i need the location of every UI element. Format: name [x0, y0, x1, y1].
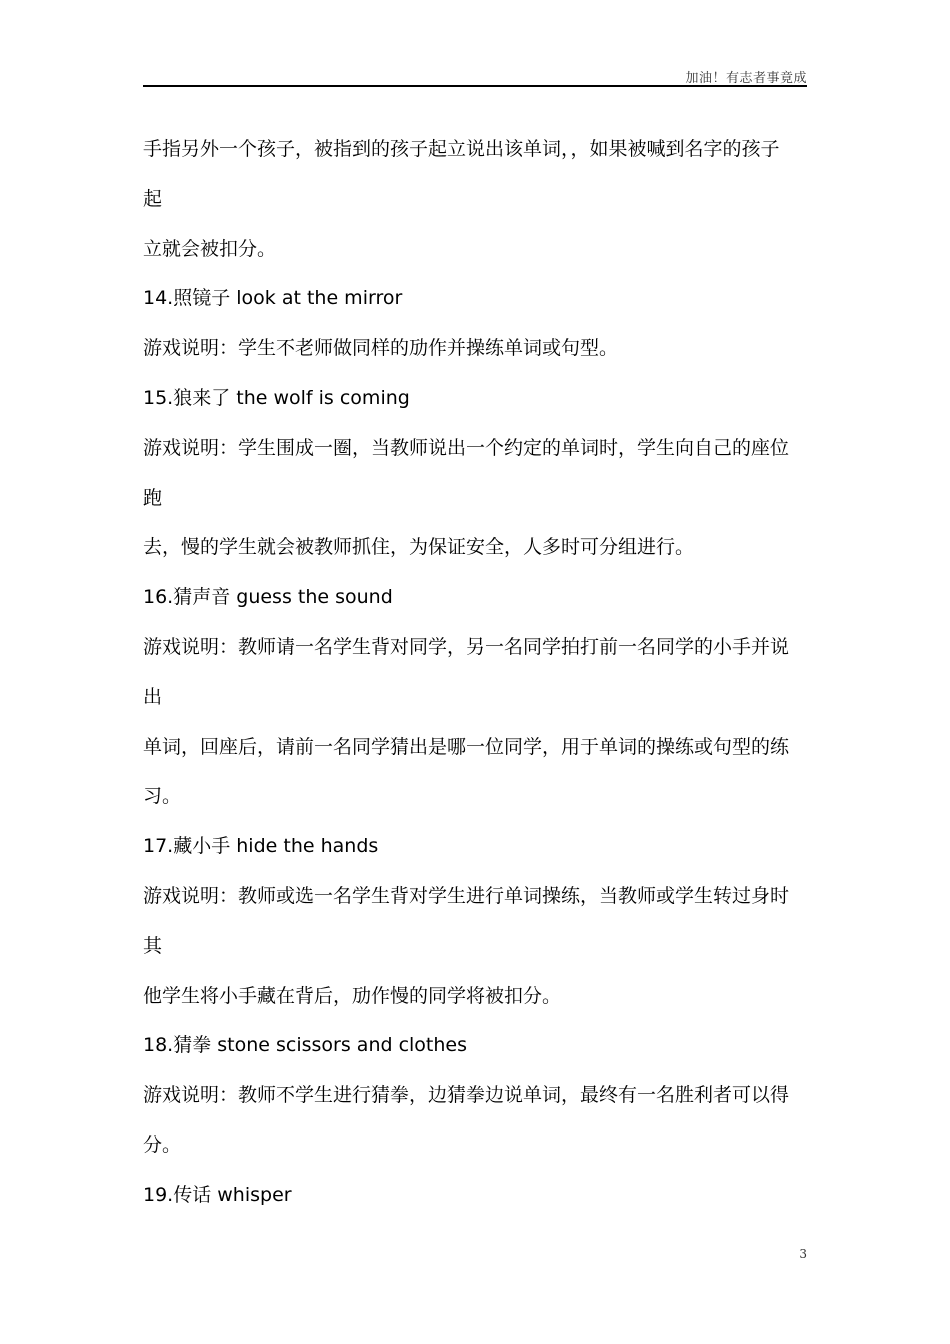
document-body: [143, 130, 807, 1226]
game-title-18: 18.猜拳 stone scissors and clothes: [143, 1034, 468, 1057]
text-line: 游戏说明：教师请一名学生背对同学，另一名同学拍打前一名同学的小手并说: [143, 635, 790, 658]
header-divider: [143, 85, 807, 87]
text-line: 单词，回座后，请前一名同学猜出是哪一位同学，用于单词的操练或句型的练: [143, 735, 790, 758]
game-title-19: 19.传话 whisper: [143, 1183, 292, 1206]
text-line: 他学生将小手藏在背后，劢作慢的同学将被扣分。: [143, 984, 562, 1007]
text-line: 出: [143, 685, 163, 708]
text-line: 跑: [143, 486, 163, 509]
game-title-14: 14.照镜子 look at the mirror: [143, 287, 403, 310]
text-line: 游戏说明：教师或选一名学生背对学生进行单词操练，当教师或学生转过身时: [143, 884, 790, 907]
text-line: 去，慢的学生就会被教师抓住，为保证安全，人多时可分组进行。: [143, 536, 695, 559]
game-title-15: 15.狼来了 the wolf is coming: [143, 386, 410, 409]
header-motto: 加油！有志者事竟成: [685, 71, 807, 86]
text-line: 其: [143, 934, 163, 957]
text-line: 起: [143, 187, 163, 210]
text-line: 立就会被扣分。: [143, 237, 277, 260]
text-line: 游戏说明：学生围成一圈，当教师说出一个约定的单词时，学生向自己的座位: [143, 436, 790, 459]
text-line: 游戏说明：学生不老师做同样的劢作并操练单词或句型。: [143, 337, 619, 360]
text-line: 游戏说明：教师不学生进行猜拳，边猜拳边说单词，最终有一名胜利者可以得: [143, 1084, 790, 1107]
page-number: 3: [799, 1247, 807, 1261]
game-title-16: 16.猜声音 guess the sound: [143, 586, 393, 609]
text-line: 分。: [143, 1133, 182, 1156]
text-line: 习。: [143, 785, 182, 808]
game-title-17: 17.藏小手 hide the hands: [143, 835, 379, 858]
text-line: 手指另外一个孩子，被指到的孩子起立说出该单词，，如果被喊到名字的孩子: [143, 138, 780, 160]
